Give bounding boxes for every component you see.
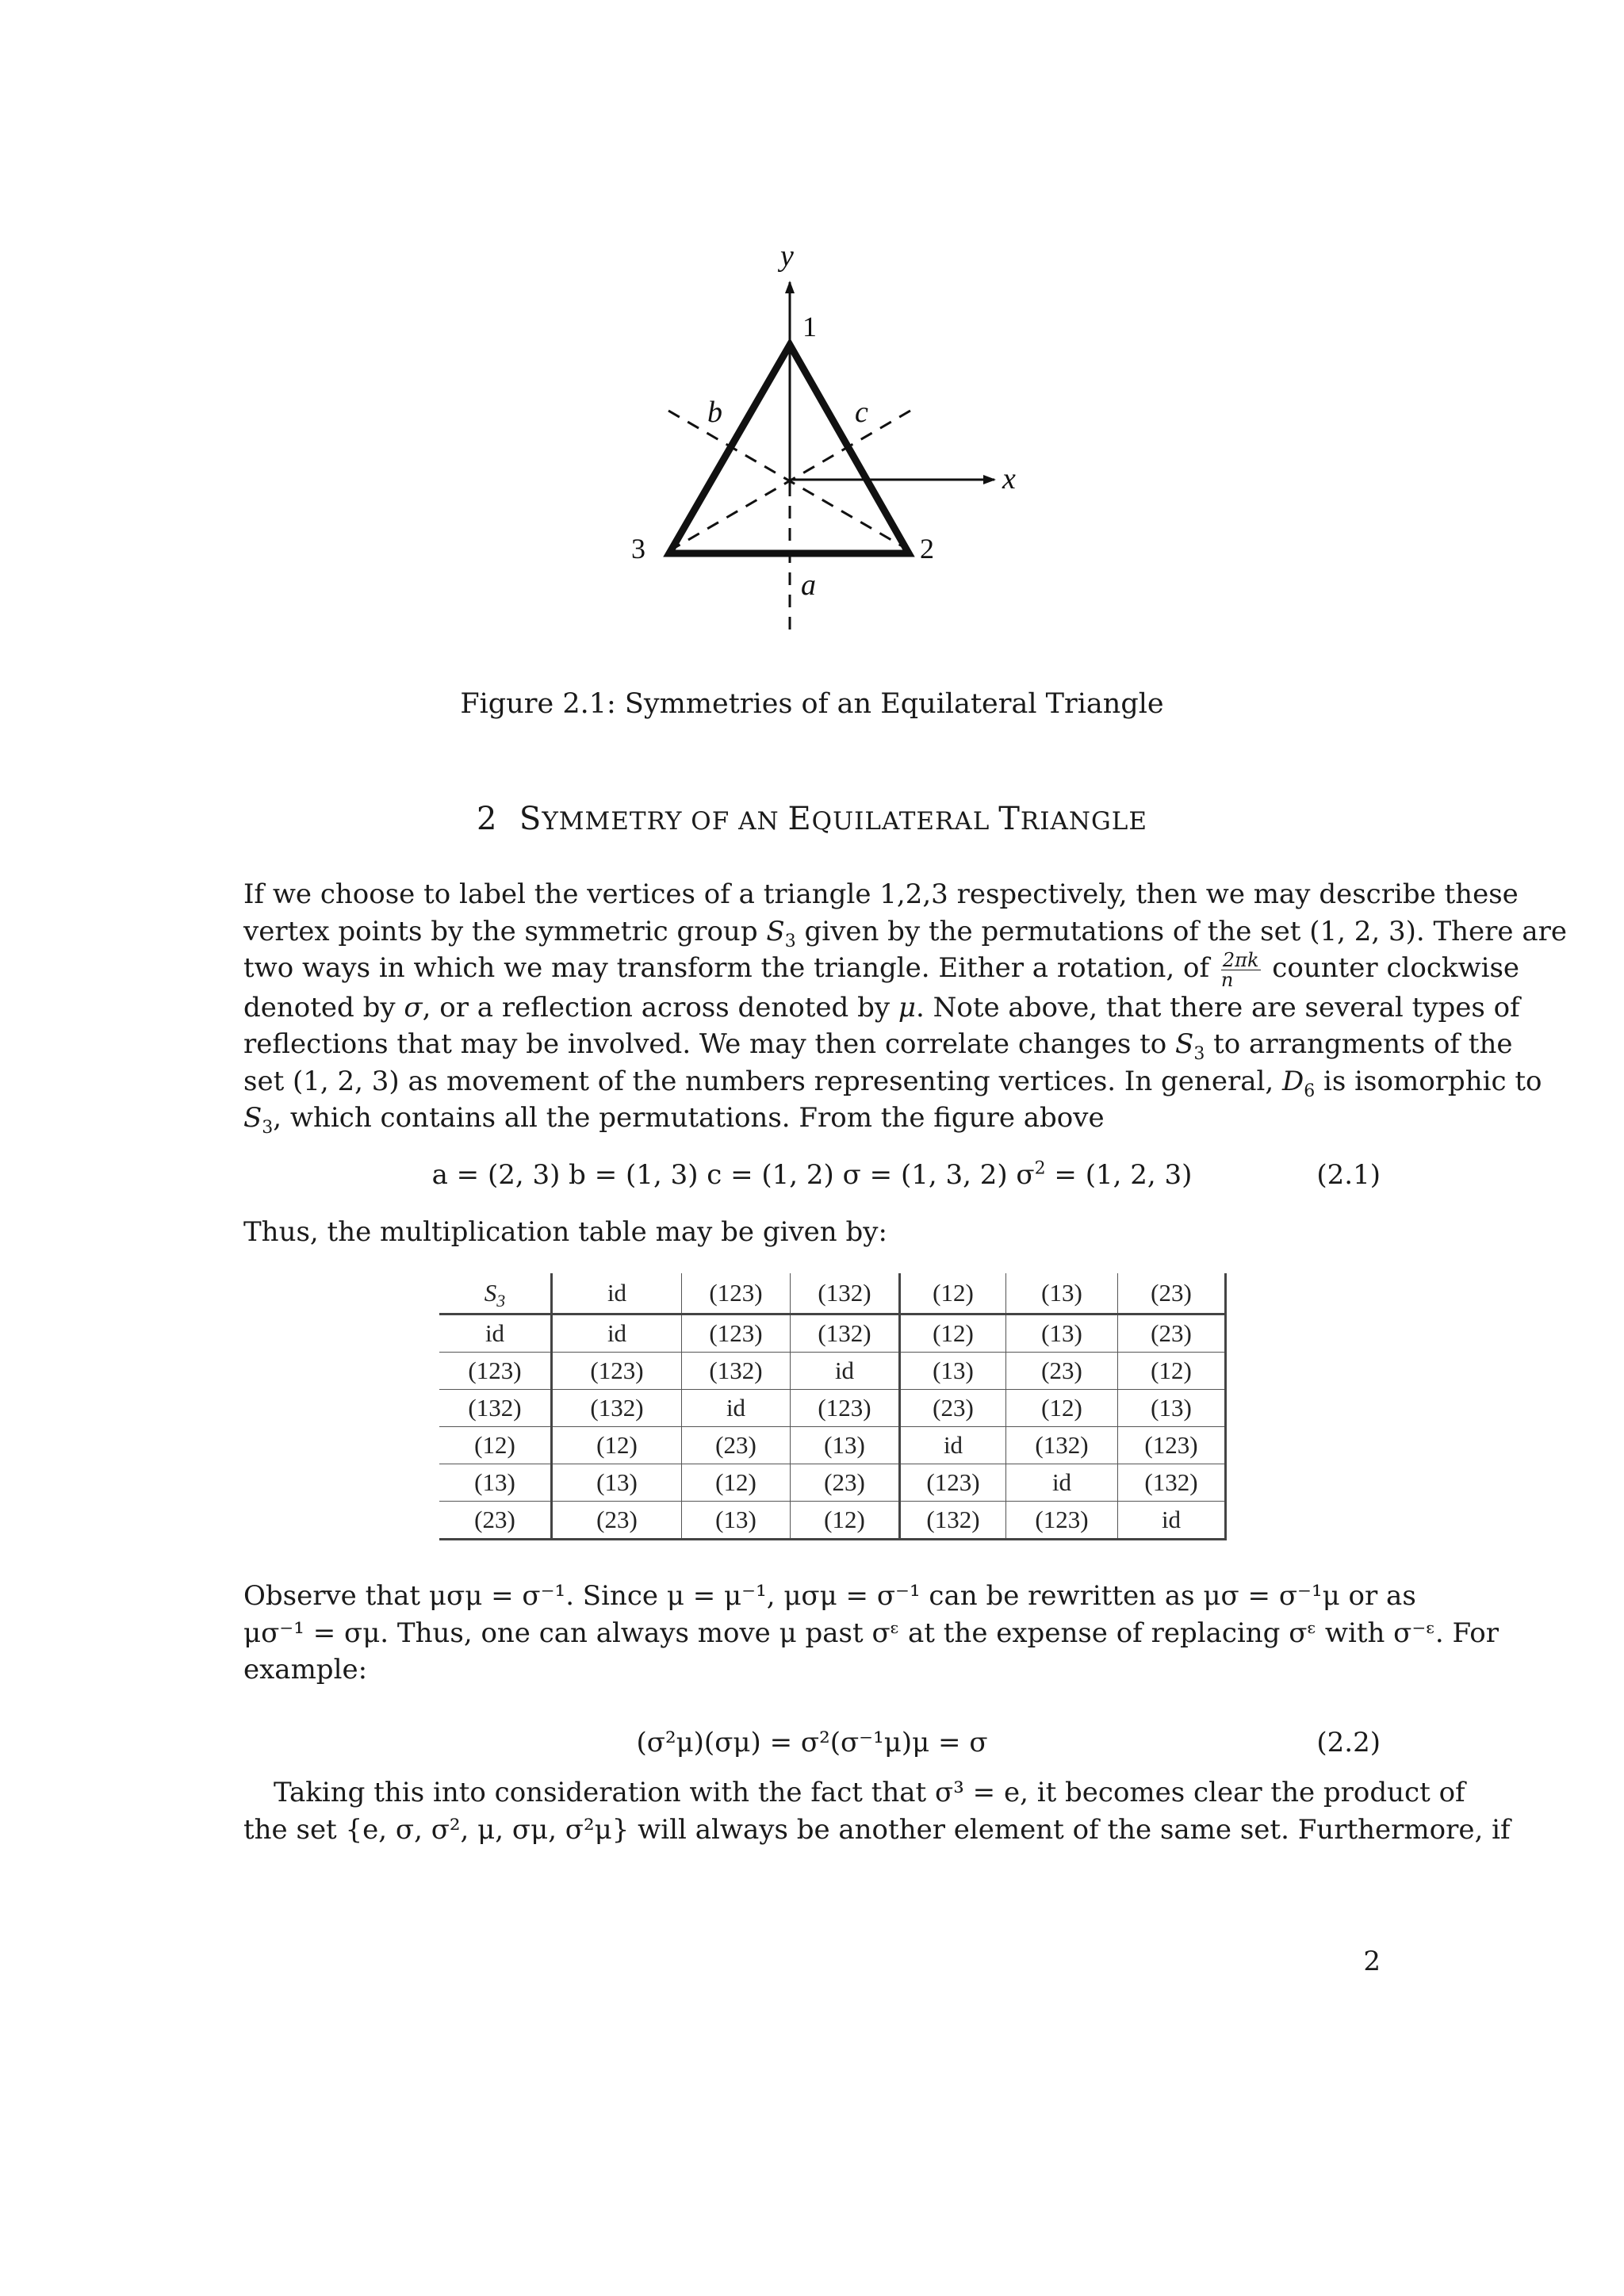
label-x: x <box>1002 462 1016 496</box>
label-line-c: c <box>855 396 868 429</box>
table-header-cell: (13) <box>1006 1273 1118 1314</box>
label-line-b: b <box>707 396 722 429</box>
triangle-figure <box>603 238 1047 642</box>
multiplication-table <box>439 1273 1227 1540</box>
label-y: y <box>780 239 794 273</box>
table-row: (12) (12) (23) (13) id (132) (123) <box>439 1427 1226 1464</box>
section-heading: 2 SYMMETRY OF AN EQUILATERAL TRIANGLE <box>477 801 1147 837</box>
paragraph-observation: Observe that μσμ = σ⁻¹. Since μ = μ⁻¹, μσμ = σ⁻¹ can be rewritten as μσ = σ⁻¹μ or as μσ⁻¹ = σμ. Thus, one can always move μ past σᵋ at the expense of replacing σᵋ with σ⁻ᵋ. For example: <box>243 1580 1499 1686</box>
paragraph-intro: If we choose to label the vertices of a triangle 1,2,3 respectively, then we may describe these vertex points by the symmetric group $S_3$ given by the permutations of the set (1, 2, 3). There are two ways in which we may transform the triangle. Either a rotation, of $\frac{2\pi k}{n}$ counter clockwise denoted by σ, or a reflection across denoted by μ. Note above, that there are several types of reflections that may be involved. We may then correlate changes to $S_3$ to arrangments of the set (1, 2, 3) as movement of the numbers representing vertices. In general, $D_6$ is isomorphic to $S_3$, which contains all the permutations. From the figure above <box>243 878 1568 1138</box>
label-vertex-2: 2 <box>920 533 934 564</box>
figure-caption: Figure 2.1: Symmetries of an Equilateral Triangle <box>460 688 1164 720</box>
page-number: 2 <box>1363 1946 1381 1977</box>
table-row: (23) (23) (13) (12) (132) (123) id <box>439 1502 1226 1540</box>
paragraph-table-intro: Thus, the multiplication table may be given by: <box>243 1216 887 1248</box>
section-number: 2 <box>477 801 498 837</box>
table-header-cell: (12) <box>900 1273 1006 1314</box>
table-header-cell: (23) <box>1118 1273 1226 1314</box>
table-header-cell: (132) <box>791 1273 900 1314</box>
table-header-cell: (123) <box>682 1273 791 1314</box>
equation-number: (2.1) <box>1316 1159 1381 1191</box>
label-vertex-1: 1 <box>802 311 817 342</box>
table-row: id id (123) (132) (12) (13) (23) <box>439 1314 1226 1353</box>
equation-2-1: a = (2, 3) b = (1, 3) c = (1, 2) σ = (1, 3, 2) $\sigma^2 = (1$, 2, 3) (2.1) <box>431 1158 1381 1191</box>
triangle-diagram <box>603 238 1047 642</box>
table-header-row <box>439 1273 1226 1314</box>
fraction-2pik-over-n: $\frac{2\pi k}{n}$ <box>1220 948 1259 991</box>
label-vertex-3: 3 <box>631 533 645 564</box>
paragraph-closure: Taking this into consideration with the fact that σ³ = e, it becomes clear the product of the set {e, σ, σ², μ, σμ, σ²μ} will always be another element of the same set. Furthermore, if <box>243 1777 1511 1846</box>
table-header-cell: id <box>552 1273 682 1314</box>
table-row: (123) (123) (132) id (13) (23) (12) <box>439 1353 1226 1390</box>
equation-number: (2.2) <box>1316 1727 1381 1758</box>
equation-2-2: (σ²μ)(σμ) = σ²(σ⁻¹μ)μ = σ (2.2) <box>636 1727 1381 1758</box>
table-row: (13) (13) (12) (23) (123) id (132) <box>439 1464 1226 1502</box>
table-row: (132) (132) id (123) (23) (12) (13) <box>439 1390 1226 1427</box>
label-line-a: a <box>801 568 816 602</box>
table-header-cell: $S_3$ <box>439 1273 552 1314</box>
